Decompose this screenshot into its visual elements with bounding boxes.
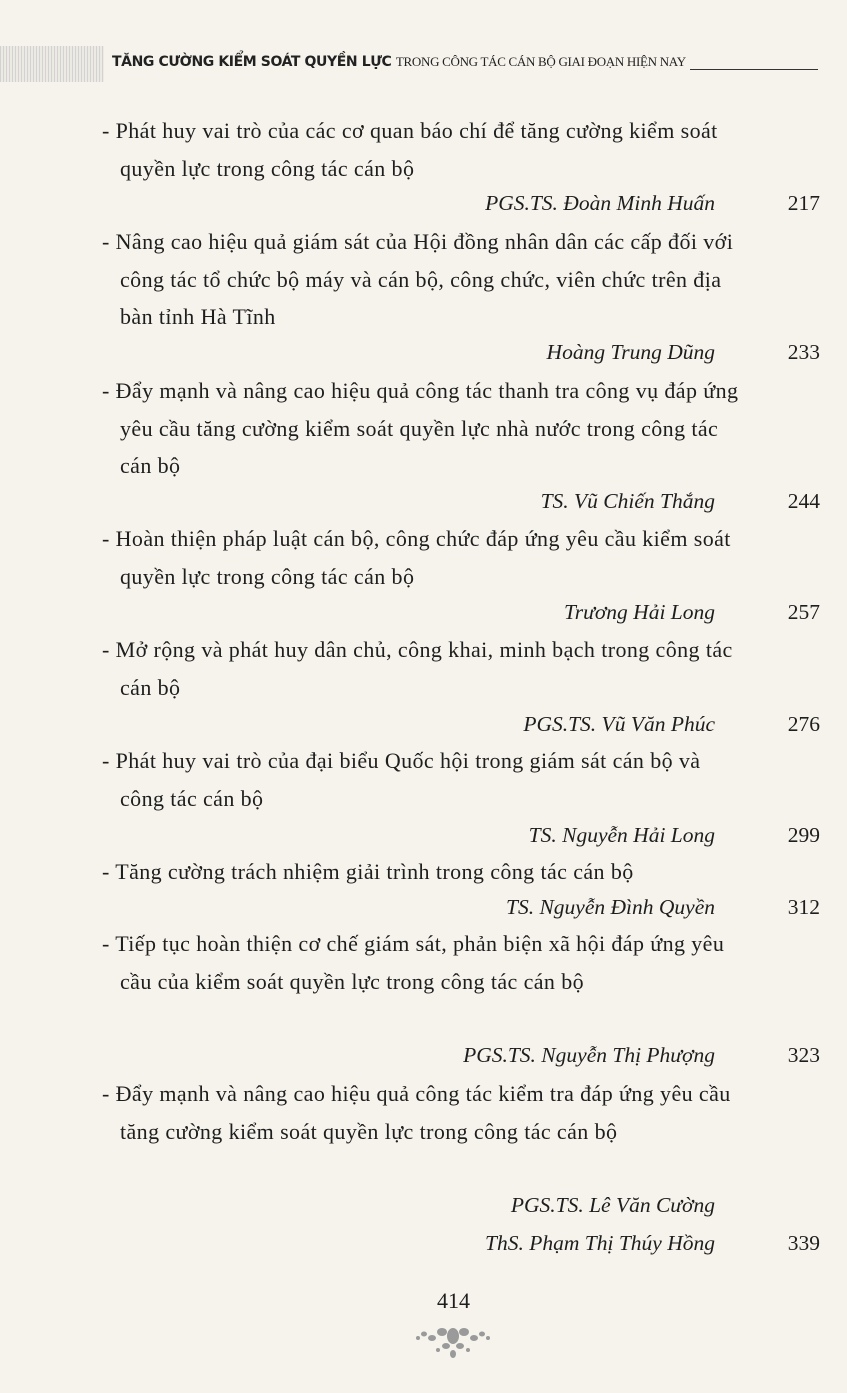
entry-author: PGS.TS. Vũ Văn Phúc — [523, 712, 715, 736]
entry-page: 323 — [787, 1043, 820, 1067]
entry-author: TS. Nguyễn Đình Quyền — [506, 895, 715, 919]
entry-author: Trương Hải Long — [563, 600, 715, 624]
entry-title: - Đẩy mạnh và nâng cao hiệu quả công tác kiểm tra đáp ứng yêu cầu tăng cường kiểm soát quyền lực trong công tác cán bộ — [102, 1081, 731, 1144]
entry-title: - Phát huy vai trò của các cơ quan báo chí để tăng cường kiểm soát quyền lực trong công tác cán bộ — [102, 118, 718, 181]
floral-ornament-icon — [412, 1310, 494, 1366]
entry-title: - Nâng cao hiệu quả giám sát của Hội đồng nhân dân các cấp đối với công tác tổ chức bộ máy và cán bộ, công chức, viên chức trên địa bàn tỉnh Hà Tĩnh — [102, 229, 734, 329]
entry-author: PGS.TS. Đoàn Minh Huấn — [485, 191, 715, 215]
entry-author: PGS.TS. Nguyễn Thị Phượng — [463, 1043, 715, 1067]
entry-title: - Mở rộng và phát huy dân chủ, công khai, minh bạch trong công tác cán bộ — [102, 637, 733, 700]
header-text — [112, 54, 686, 70]
entry-title: - Đẩy mạnh và nâng cao hiệu quả công tác thanh tra công vụ đáp ứng yêu cầu tăng cường kiểm soát quyền lực nhà nước trong công tác cán bộ — [102, 378, 739, 478]
entry-author: PGS.TS. Lê Văn Cường — [510, 1193, 715, 1217]
entry-page: 276 — [787, 712, 820, 736]
entry-title: - Tiếp tục hoàn thiện cơ chế giám sát, phản biện xã hội đáp ứng yêu cầu của kiểm soát quyền lực trong công tác cán bộ — [102, 931, 725, 994]
entry-author: TS. Nguyễn Hải Long — [528, 823, 715, 847]
entry-title: - Tăng cường trách nhiệm giải trình trong công tác cán bộ — [102, 859, 634, 884]
entry-title: - Hoàn thiện pháp luật cán bộ, công chức đáp ứng yêu cầu kiểm soát quyền lực trong công tác cán bộ — [102, 526, 731, 589]
header-subtitle: TRONG CÔNG TÁC CÁN BỘ GIAI ĐOẠN HIỆN NAY — [395, 54, 686, 69]
entry-title: - Phát huy vai trò của đại biểu Quốc hội trong giám sát cán bộ và công tác cán bộ — [102, 748, 701, 811]
page-number: 414 — [437, 1288, 470, 1313]
entry-page: 339 — [787, 1231, 820, 1255]
running-header — [0, 46, 847, 82]
entry-page: 312 — [787, 895, 820, 919]
entry-author: TS. Vũ Chiến Thắng — [540, 489, 715, 513]
entry-page: 217 — [787, 191, 820, 215]
entry-page: 299 — [787, 823, 820, 847]
entry-author-second: ThS. Phạm Thị Thúy Hồng — [485, 1231, 715, 1255]
entry-page: 244 — [787, 489, 820, 513]
entry-author: Hoàng Trung Dũng — [546, 340, 715, 364]
entry-page: 257 — [787, 600, 820, 624]
entry-page: 233 — [787, 340, 820, 364]
header-title: TĂNG CƯỜNG KIỂM SOÁT QUYỀN LỰC — [112, 54, 392, 70]
header-rule — [690, 69, 818, 70]
header-pattern — [0, 46, 104, 82]
